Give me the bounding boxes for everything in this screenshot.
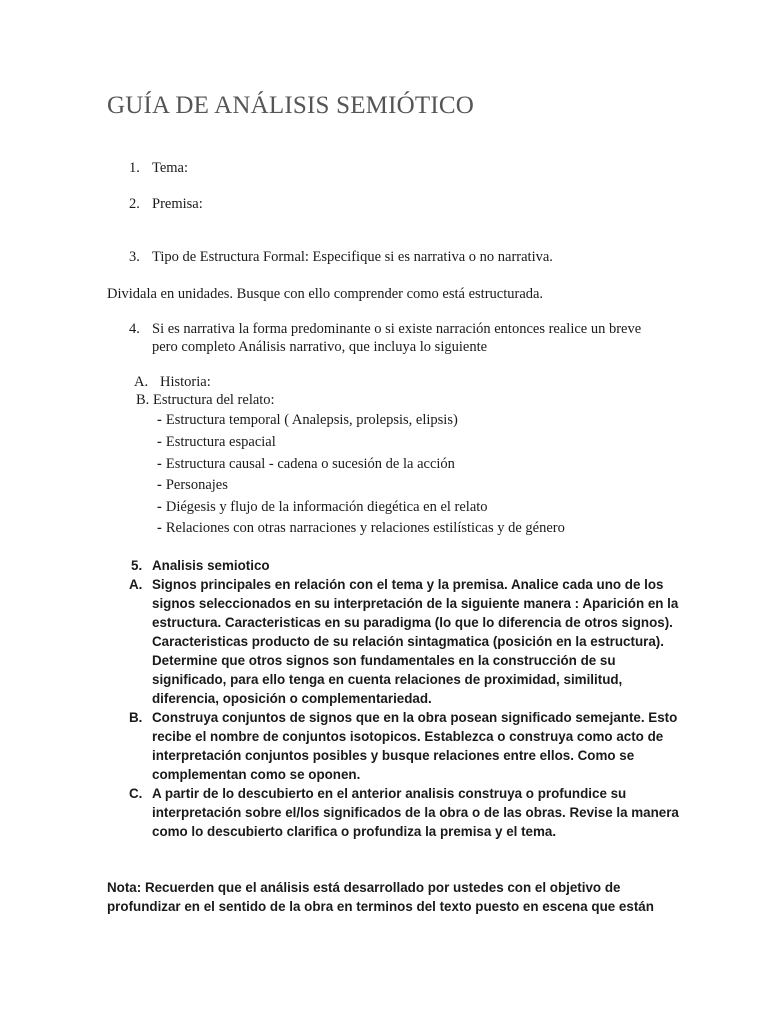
dash-bullet: - (157, 477, 162, 493)
text-line: interpretación conjuntos posibles y busque relaciones entre ellos. Como se (152, 748, 635, 763)
item-4-line-2: pero completo Análisis narrativo, que incluya lo siguiente (152, 339, 488, 355)
text-line: complementan como se oponen. (152, 767, 361, 782)
dash-bullet: - (157, 434, 162, 450)
dash-bullet: - (157, 520, 162, 536)
dash-bullet: - (157, 499, 162, 515)
text-line: Construya conjuntos de signos que en la obra posean significado semejante. Esto (152, 710, 678, 725)
section-5-a-paragraph (152, 575, 678, 708)
text-line: signos seleccionados en su interpretación de la siguiente manera : Aparición en la (152, 596, 679, 611)
section-5-c-label: C. (129, 786, 143, 801)
list-item-text: Estructura temporal ( Analepsis, prolepsis, elipsis) (165, 412, 458, 428)
subitem-b-text: Estructura del relato: (153, 392, 275, 408)
nota-line-1 (107, 878, 654, 897)
text-line: significado, para ello tenga en cuenta relaciones de proximidad, similitud, (152, 672, 623, 687)
section-5-title: Analisis semiotico (152, 558, 270, 573)
subitem-a-text: Historia: (160, 374, 211, 390)
text-line: Determine que otros signos son fundamentales en la construcción de su (152, 653, 616, 668)
list-item (157, 476, 228, 494)
section-5-b-label: B. (129, 710, 143, 725)
list-item (157, 411, 458, 429)
item-2-text: Premisa: (152, 196, 203, 212)
nota-paragraph (107, 878, 654, 916)
subitem-b-label: B. (136, 392, 150, 408)
list-item (157, 519, 565, 537)
list-item-text: Diégesis y flujo de la información diegética en el relato (165, 499, 488, 515)
nota-label: Nota: (107, 880, 142, 895)
list-item-text: Estructura causal - cadena o sucesión de la acción (165, 456, 455, 472)
text-line: Signos principales en relación con el tema y la premisa. Analice cada uno de los (152, 577, 664, 592)
item-4-number: 4. (129, 321, 140, 337)
section-5-b-paragraph (152, 708, 677, 784)
text-line: diferencia, oposición o complementariedad. (152, 691, 432, 706)
list-item (157, 455, 455, 473)
item-1-number: 1. (129, 160, 140, 176)
text-line: recibe el nombre de conjuntos isotopicos. Establezca o construya como acto de (152, 729, 664, 744)
text-line: A partir de lo descubierto en el anterior analisis construya o profundice su (152, 786, 627, 801)
section-5-number: 5. (131, 558, 143, 573)
list-item-text: Personajes (165, 477, 228, 493)
item-1-text: Tema: (152, 160, 189, 176)
text-line: como lo descubierto clarifica o profundiza la premisa y el tema. (152, 824, 557, 839)
dash-bullet: - (157, 456, 162, 472)
text-line: estructura. Caracteristicas en su paradigma (lo que lo diferencia de otros signos). (152, 615, 673, 630)
nota-line-2: profundizar en el sentido de la obra en terminos del texto puesto en escena que están (107, 899, 654, 914)
page-title: GUÍA DE ANÁLISIS SEMIÓTICO (107, 92, 475, 119)
item-4-line-1: Si es narrativa la forma predominante o si existe narración entonces realice un breve (152, 321, 642, 337)
section-5-a-label: A. (129, 577, 143, 592)
list-item (157, 498, 488, 516)
subitem-a-label: A. (134, 374, 149, 390)
list-item (157, 433, 276, 451)
section-5-c-paragraph (152, 784, 679, 841)
list-item-text: Estructura espacial (165, 434, 276, 450)
dash-bullet: - (157, 412, 162, 428)
text-line: Caracteristicas producto de su relación sintagmatica (posición en la estructura). (152, 634, 664, 649)
text-line: interpretación sobre el/los significados de la obra o de las obras. Revise la manera (152, 805, 679, 820)
item-2-number: 2. (129, 196, 140, 212)
list-item-text: Relaciones con otras narraciones y relaciones estilísticas y de género (165, 520, 565, 536)
nota-text: Recuerden que el análisis está desarrollado por ustedes con el objetivo de (141, 880, 621, 895)
item-3-text: Tipo de Estructura Formal: Especifique si es narrativa o no narrativa. (152, 249, 553, 265)
divide-paragraph: Dividala en unidades. Busque con ello comprender como está estructurada. (107, 286, 544, 302)
item-3-number: 3. (129, 249, 140, 265)
